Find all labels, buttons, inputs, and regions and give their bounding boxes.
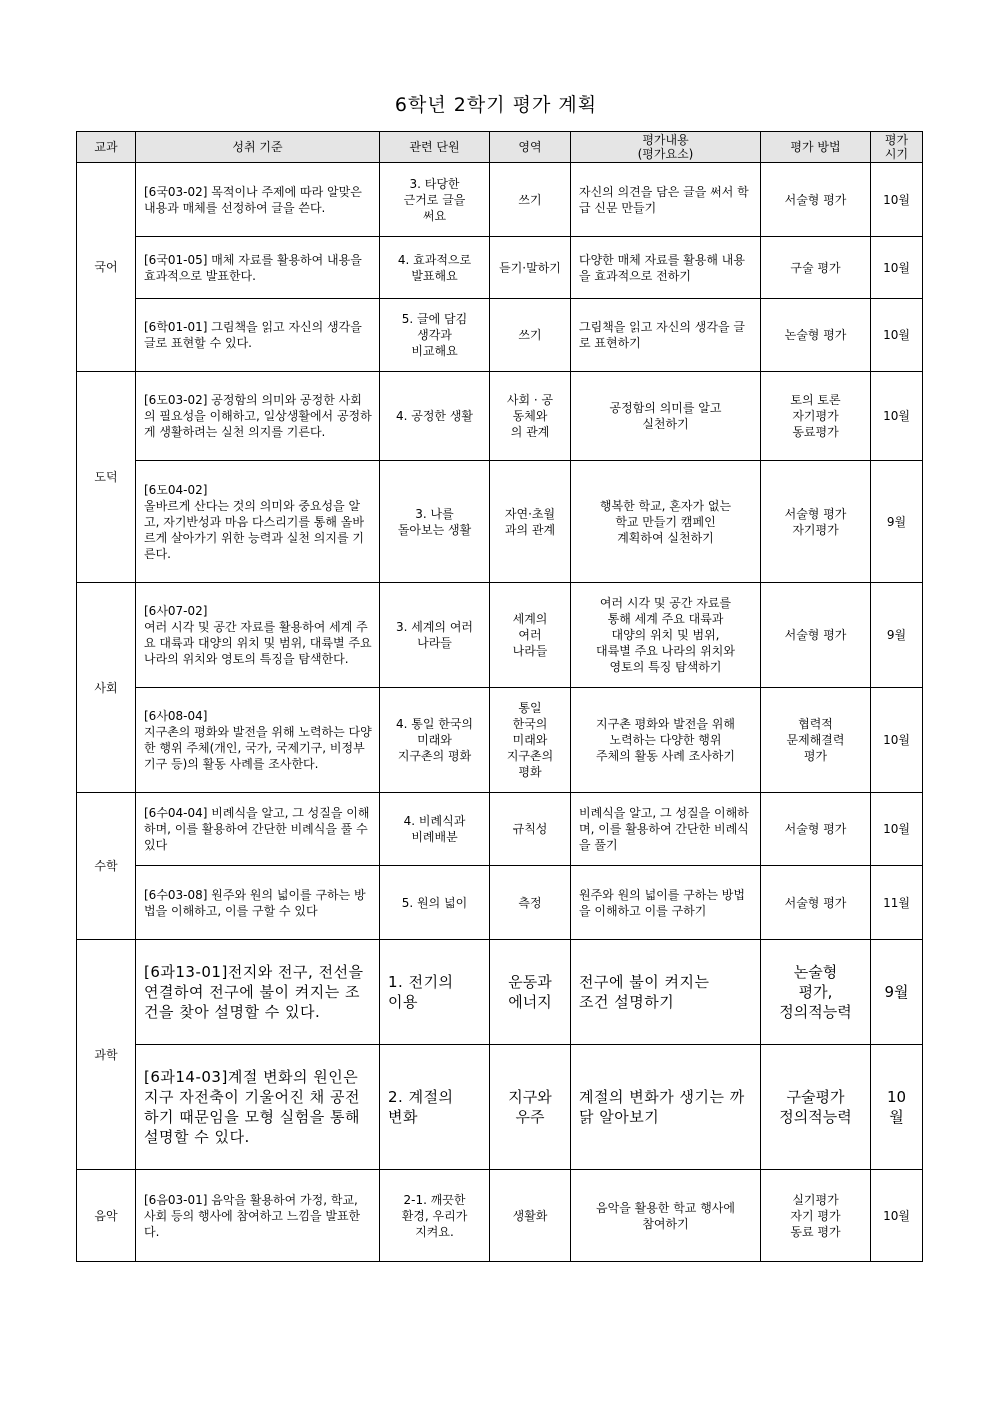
time-cell: 10월 xyxy=(871,372,923,461)
unit-cell: 4. 통일 한국의 미래와 지구촌의 평화 xyxy=(380,688,490,793)
page-title: 6학년 2학기 평가 계획 xyxy=(394,94,598,116)
table-row xyxy=(77,866,923,940)
method-cell: 구술평가 정의적능력 xyxy=(761,1045,871,1170)
table-row xyxy=(77,1170,923,1262)
content-cell: 행복한 학교, 혼자가 없는 학교 만들기 캠페인 계획하여 실천하기 xyxy=(571,461,761,583)
standard-cell: [6사08-04] 지구촌의 평화와 발전을 위해 노력하는 다양한 행위 주체(개인, 국가, 국제기구, 비정부 기구 등)의 활동 사례를 조사한다. xyxy=(136,688,380,793)
evaluation-plan-table xyxy=(76,131,923,1262)
standard-cell: [6과13-01]전지와 전구, 전선을 연결하여 전구에 불이 켜지는 조건을 찾아 설명할 수 있다. xyxy=(136,940,380,1045)
area-cell: 측정 xyxy=(490,866,571,940)
area-cell: 듣기·말하기 xyxy=(490,237,571,299)
time-cell: 9월 xyxy=(871,461,923,583)
standard-cell: [6음03-01] 음악을 활용하여 가정, 학교, 사회 등의 행사에 참여하고 느낌을 발표한다. xyxy=(136,1170,380,1262)
area-cell: 지구와 우주 xyxy=(490,1045,571,1170)
area-cell: 운동과 에너지 xyxy=(490,940,571,1045)
method-cell: 서술형 평가 xyxy=(761,866,871,940)
table-row xyxy=(77,299,923,372)
unit-cell: 4. 비례식과 비례배분 xyxy=(380,793,490,866)
table-row xyxy=(77,583,923,688)
subject-cell: 수학 xyxy=(77,793,136,940)
unit-cell: 5. 글에 담김 생각과 비교해요 xyxy=(380,299,490,372)
time-cell: 9월 xyxy=(871,583,923,688)
standard-cell: [6수03-08] 원주와 원의 넓이를 구하는 방법을 이해하고, 이를 구할 수 있다 xyxy=(136,866,380,940)
header-content: 평가내용 (평가요소) xyxy=(571,132,761,163)
header-unit: 관련 단원 xyxy=(380,132,490,163)
content-cell: 전구에 불이 켜지는 조건 설명하기 xyxy=(571,940,761,1045)
standard-cell: [6사07-02] 여러 시각 및 공간 자료를 활용하여 세계 주요 대륙과 대양의 위치 및 범위, 대륙별 주요 나라의 위치와 영토의 특징을 탐색한다. xyxy=(136,583,380,688)
standard-cell: [6수04-04] 비례식을 알고, 그 성질을 이해하며, 이를 활용하여 간단한 비례식을 풀 수 있다 xyxy=(136,793,380,866)
content-cell: 비례식을 알고, 그 성질을 이해하며, 이를 활용하여 간단한 비례식을 풀기 xyxy=(571,793,761,866)
content-cell: 계절의 변화가 생기는 까닭 알아보기 xyxy=(571,1045,761,1170)
table-row xyxy=(77,688,923,793)
method-cell: 구술 평가 xyxy=(761,237,871,299)
unit-cell: 1. 전기의 이용 xyxy=(380,940,490,1045)
table-row xyxy=(77,237,923,299)
time-cell: 10월 xyxy=(871,163,923,237)
time-cell: 10월 xyxy=(871,237,923,299)
area-cell: 쓰기 xyxy=(490,163,571,237)
content-cell: 여러 시각 및 공간 자료를 통해 세계 주요 대륙과 대양의 위치 및 범위, 대륙별 주요 나라의 위치와 영토의 특징 탐색하기 xyxy=(571,583,761,688)
time-cell: 11월 xyxy=(871,866,923,940)
content-cell: 음악을 활용한 학교 행사에 참여하기 xyxy=(571,1170,761,1262)
method-cell: 논술형 평가, 정의적능력 xyxy=(761,940,871,1045)
area-cell: 쓰기 xyxy=(490,299,571,372)
unit-cell: 2. 계절의 변화 xyxy=(380,1045,490,1170)
content-cell: 다양한 매체 자료를 활용해 내용을 효과적으로 전하기 xyxy=(571,237,761,299)
table-row xyxy=(77,163,923,237)
method-cell: 서술형 평가 xyxy=(761,583,871,688)
standard-cell: [6학01-01] 그림책을 읽고 자신의 생각을 글로 표현할 수 있다. xyxy=(136,299,380,372)
table-row xyxy=(77,793,923,866)
table-header-row xyxy=(77,132,923,163)
header-time: 평가 시기 xyxy=(871,132,923,163)
method-cell: 실기평가 자기 평가 동료 평가 xyxy=(761,1170,871,1262)
header-area: 영역 xyxy=(490,132,571,163)
subject-cell: 음악 xyxy=(77,1170,136,1262)
area-cell: 규칙성 xyxy=(490,793,571,866)
area-cell: 통일 한국의 미래와 지구촌의 평화 xyxy=(490,688,571,793)
area-cell: 세계의 여러 나라들 xyxy=(490,583,571,688)
area-cell: 자연·초월 과의 관계 xyxy=(490,461,571,583)
table-row xyxy=(77,940,923,1045)
standard-cell: [6국01-05] 매체 자료를 활용하여 내용을 효과적으로 발표한다. xyxy=(136,237,380,299)
unit-cell: 4. 공정한 생활 xyxy=(380,372,490,461)
unit-cell: 2-1. 깨끗한 환경, 우리가 지켜요. xyxy=(380,1170,490,1262)
header-subject: 교과 xyxy=(77,132,136,163)
method-cell: 토의 토론 자기평가 동료평가 xyxy=(761,372,871,461)
method-cell: 서술형 평가 자기평가 xyxy=(761,461,871,583)
time-cell: 10월 xyxy=(871,1170,923,1262)
content-cell: 공정함의 의미를 알고 실천하기 xyxy=(571,372,761,461)
area-cell: 사회 · 공 동체와 의 관계 xyxy=(490,372,571,461)
unit-cell: 3. 타당한 근거로 글을 써요 xyxy=(380,163,490,237)
subject-cell: 도덕 xyxy=(77,372,136,583)
time-cell: 9월 xyxy=(871,940,923,1045)
method-cell: 서술형 평가 xyxy=(761,163,871,237)
subject-cell: 과학 xyxy=(77,940,136,1170)
standard-cell: [6도04-02] 올바르게 산다는 것의 의미와 중요성을 알고, 자기반성과 마음 다스리기를 통해 올바르게 살아가기 위한 능력과 실천 의지를 기른다. xyxy=(136,461,380,583)
time-cell: 10월 xyxy=(871,299,923,372)
header-method: 평가 방법 xyxy=(761,132,871,163)
standard-cell: [6국03-02] 목적이나 주제에 따라 알맞은 내용과 매체를 선정하여 글을 쓴다. xyxy=(136,163,380,237)
table-row xyxy=(77,1045,923,1170)
content-cell: 지구촌 평화와 발전을 위해 노력하는 다양한 행위 주체의 활동 사례 조사하기 xyxy=(571,688,761,793)
content-cell: 자신의 의견을 담은 글을 써서 학급 신문 만들기 xyxy=(571,163,761,237)
method-cell: 협력적 문제해결력 평가 xyxy=(761,688,871,793)
time-cell: 10 월 xyxy=(871,1045,923,1170)
content-cell: 원주와 원의 넓이를 구하는 방법을 이해하고 이를 구하기 xyxy=(571,866,761,940)
header-standard: 성취 기준 xyxy=(136,132,380,163)
unit-cell: 4. 효과적으로 발표해요 xyxy=(380,237,490,299)
subject-cell: 사회 xyxy=(77,583,136,793)
time-cell: 10월 xyxy=(871,688,923,793)
subject-cell: 국어 xyxy=(77,163,136,372)
content-cell: 그림책을 읽고 자신의 생각을 글로 표현하기 xyxy=(571,299,761,372)
method-cell: 논술형 평가 xyxy=(761,299,871,372)
standard-cell: [6과14-03]계절 변화의 원인은 지구 자전축이 기울어진 채 공전하기 때문임을 모형 실험을 통해 설명할 수 있다. xyxy=(136,1045,380,1170)
table-row xyxy=(77,372,923,461)
unit-cell: 3. 나를 돌아보는 생활 xyxy=(380,461,490,583)
time-cell: 10월 xyxy=(871,793,923,866)
method-cell: 서술형 평가 xyxy=(761,793,871,866)
table-row xyxy=(77,461,923,583)
standard-cell: [6도03-02] 공정함의 의미와 공정한 사회의 필요성을 이해하고, 일상생활에서 공정하게 생활하려는 실천 의지를 기른다. xyxy=(136,372,380,461)
unit-cell: 3. 세계의 여러 나라들 xyxy=(380,583,490,688)
area-cell: 생활화 xyxy=(490,1170,571,1262)
unit-cell: 5. 원의 넓이 xyxy=(380,866,490,940)
